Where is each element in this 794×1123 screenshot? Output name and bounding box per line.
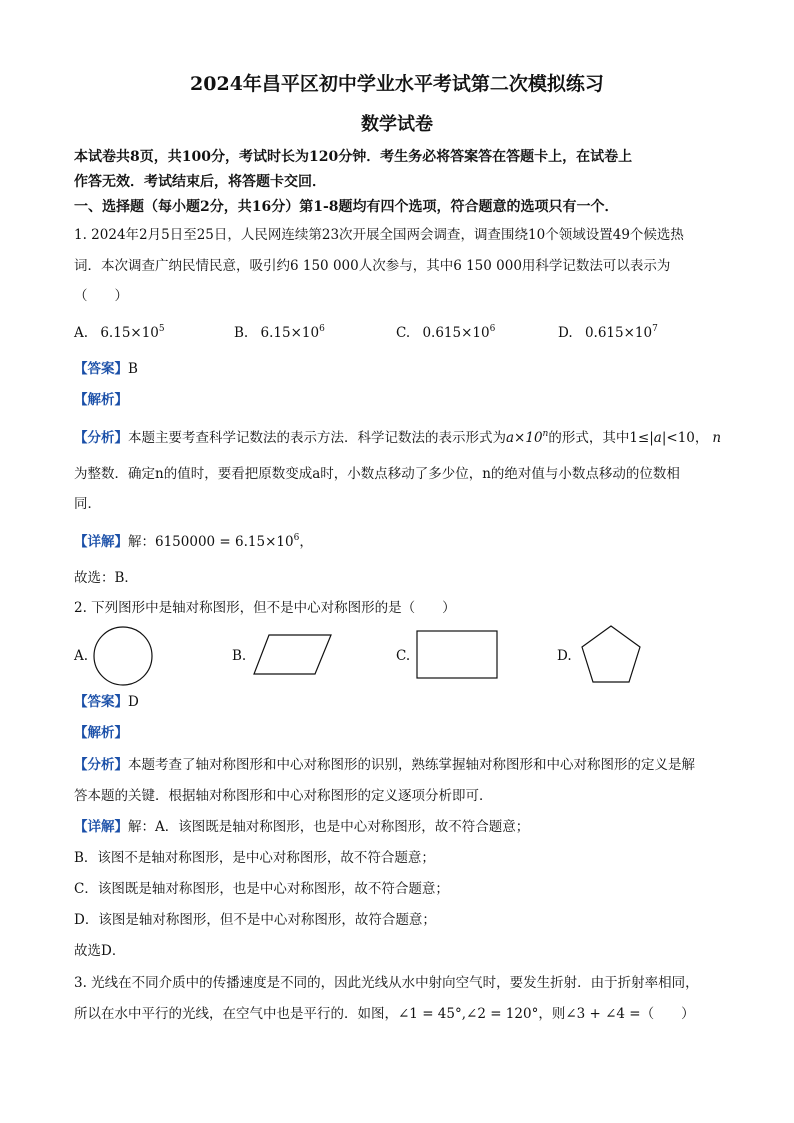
option-exponent: 7 (652, 324, 658, 334)
q2-detail-line-1: 【详解】解：A．该图既是轴对称图形，也是中心对称图形，故不符合题意； (74, 819, 530, 835)
option-exponent: 5 (158, 324, 165, 334)
analysis-label: 【解析】 (74, 392, 128, 408)
detail-label: 【详解】 (74, 534, 128, 550)
instructions-line-1: 本试卷共8页，共100分，考试时长为120分钟．考生务必将答案答在答题卡上，在试卷上 (74, 149, 633, 165)
answer-label: 【答案】 (74, 361, 128, 377)
q2-fenxi-line-1: 【分析】本题考查了轴对称图形和中心对称图形的识别，熟练掌握轴对称图形和中心对称图形的定义是解 (74, 757, 695, 773)
q1-option-c[interactable] (396, 323, 495, 343)
option-letter: D. (558, 325, 573, 341)
q2-stem: 2. 下列图形中是轴对称图形，但不是中心对称图形的是（ ） (74, 600, 456, 616)
abs-value: |a| (649, 430, 667, 446)
q1-fenxi-line-1: 【分析】本题主要考查科学记数法的表示方法．科学记数法的表示形式为$a\times 10^n$的形式，其中1≤|a|<10， n (74, 429, 722, 446)
fenxi-label: 【分析】 (74, 430, 128, 446)
q2-detail-line-3: C．该图既是轴对称图形，也是中心对称图形，故不符合题意； (74, 881, 449, 897)
q1-stem-line-1: 1. 2024年2月5日至25日，人民网连续第23次开展全国两会调查，调查围绕10个领域设置49个候选热 (74, 227, 684, 243)
circle-figure (92, 625, 154, 687)
pentagon-figure (580, 625, 642, 685)
q2-detail-line-4: D．该图是轴对称图形，但不是中心对称图形，故符合题意； (74, 912, 436, 928)
option-letter: A. (74, 325, 89, 341)
q1-stem-line-3: （ ） (74, 288, 128, 304)
answer-value: B (128, 361, 138, 377)
q1-conclusion: 故选：B． (74, 570, 138, 586)
option-exponent: 6 (319, 324, 325, 334)
instructions-line-2: 作答无效．考试结束后，将答题卡交回． (74, 174, 326, 190)
formula: a×10 (506, 430, 543, 446)
q2-answer (74, 692, 139, 712)
answer-value: D (128, 694, 139, 710)
option-value: 6.15×10 (100, 325, 159, 341)
rectangle-figure (416, 630, 500, 680)
q1-fenxi-line-3: 同． (74, 496, 101, 512)
option-letter: C. (396, 325, 411, 341)
q2-detail-line-2: B．该图不是轴对称图形，是中心对称图形，故不符合题意； (74, 850, 435, 866)
option-value: 0.615×10 (422, 325, 490, 341)
q2-option-c-letter[interactable]: C. (396, 648, 411, 664)
q2-option-a-letter[interactable]: A. (74, 648, 89, 664)
detail-label: 【详解】 (74, 819, 128, 835)
q3-stem-line-1: 3. 光线在不同介质中的传播速度是不同的，因此光线从水中射向空气时，要发生折射．由于折射率相同， (74, 975, 699, 991)
q1-answer (74, 359, 138, 379)
q1-option-a[interactable] (74, 323, 165, 343)
q1-option-b[interactable] (234, 323, 325, 343)
fenxi-label: 【分析】 (74, 757, 128, 773)
option-letter: B. (234, 325, 249, 341)
q1-fenxi-line-2: 为整数．确定n的值时，要看把原数变成a时，小数点移动了多少位，n的绝对值与小数点移动的位数相 (74, 466, 680, 482)
answer-label: 【答案】 (74, 694, 128, 710)
q2-option-d-letter[interactable]: D. (557, 648, 572, 664)
analysis-label: 【解析】 (74, 725, 128, 741)
option-exponent: 6 (489, 324, 496, 334)
q2-fenxi-line-2: 答本题的关键．根据轴对称图形和中心对称图形的定义逐项分析即可． (74, 788, 493, 804)
option-value: 6.15×10 (260, 325, 320, 341)
q1-option-d[interactable] (558, 323, 658, 343)
page-subtitle: 数学试卷 (361, 114, 433, 135)
q3-stem-line-2: 所以在水中平行的光线，在空气中也是平行的．如图，∠1 = 45°,∠2 = 120°，则∠3 + ∠4 =（ ） (74, 1006, 695, 1022)
q1-stem-line-2: 词．本次调查广纳民情民意，吸引约6 150 000人次参与，其中6 150 000用科学记数法可以表示为 (74, 258, 671, 274)
q1-analysis-label (74, 390, 128, 410)
q1-detail: 【详解】解：$6150000 = 6.15\times 10^6$， (74, 533, 313, 550)
q2-option-b-letter[interactable]: B. (232, 648, 247, 664)
option-value: 0.615×10 (584, 325, 653, 341)
parallelogram-figure (253, 634, 333, 676)
q2-analysis-label (74, 723, 128, 743)
page-title: 2024年昌平区初中学业水平考试第二次模拟练习 (190, 73, 604, 95)
section-heading: 一、选择题（每小题2分，共16分）第1-8题均有四个选项，符合题意的选项只有一个． (74, 199, 619, 215)
q2-conclusion: 故选D． (74, 943, 126, 959)
